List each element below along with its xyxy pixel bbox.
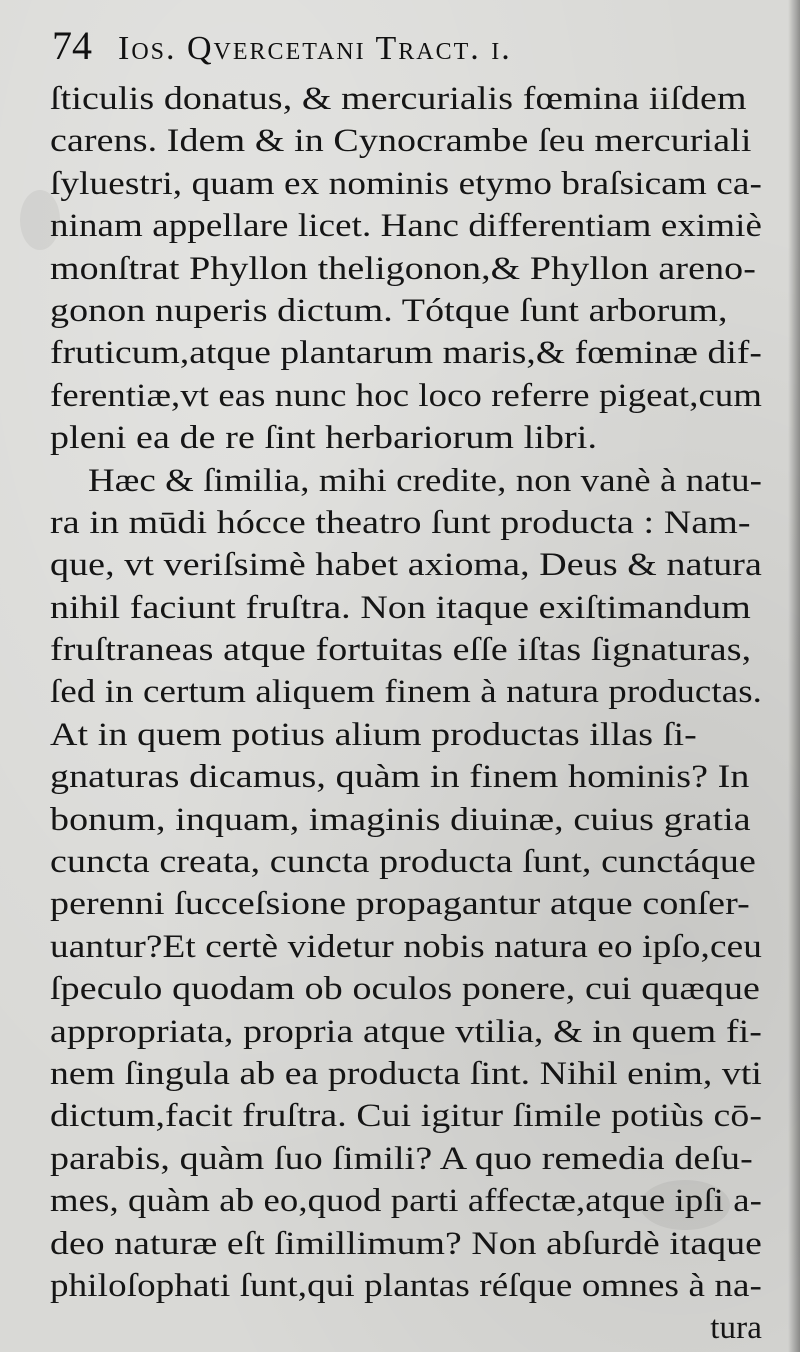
page-number: 74: [52, 23, 92, 68]
text-line: appropriata, propria atque vtilia, & in quem fi-: [50, 1013, 763, 1050]
text-line: uantur?Et certè videtur nobis natura eo ipſo,ceu: [50, 928, 762, 965]
text-line: ſed in certum aliquem finem à natura productas.: [50, 674, 763, 711]
text-line: mes, quàm ab eo,quod parti affectæ,atque ipſi a-: [50, 1183, 762, 1220]
text-line: ſpeculo quodam ob oculos ponere, cui quæque: [50, 971, 761, 1008]
text-line: nem ſingula ab ea producta ſint. Nihil enim, vti: [50, 1055, 762, 1092]
page-header: [52, 22, 752, 72]
text-line: philoſophati ſunt,qui plantas réſque omnes à na-: [50, 1267, 763, 1304]
text-line: parabis, quàm ſuo ſimili? A quo remedia deſu-: [50, 1140, 753, 1177]
paragraph-first-line: Hæc & ſimilia, mihi credite, non vanè à natu-: [88, 462, 763, 499]
text-line: ninam appellare licet. Hanc differentiam eximiè: [50, 208, 762, 245]
body-text: [50, 78, 762, 1350]
text-line: At in quem potius alium productas illas ſi-: [50, 716, 697, 753]
text-line: ſyluestri, quam ex nominis etymo braſsicam ca-: [50, 165, 762, 202]
text-line: monſtrat Phyllon theligonon,& Phyllon areno-: [50, 250, 757, 287]
text-line: fruticum,atque plantarum maris,& fœminæ dif-: [50, 335, 763, 372]
text-line: carens. Idem & in Cynocrambe ſeu mercuriali: [50, 123, 752, 160]
text-line: ferentiæ,vt eas nunc hoc loco referre pigeat,cum: [50, 377, 762, 414]
running-title: Ios. Qvercetani Tract. i.: [118, 30, 512, 67]
catchword: tura: [710, 1310, 762, 1347]
text-line: dictum,facit fruſtra. Cui igitur ſimile potiùs cō-: [50, 1098, 762, 1135]
text-line: pleni ea de re ſint herbariorum libri.: [50, 420, 598, 457]
text-line: perenni ſucceſsione propagantur atque conſer-: [50, 886, 750, 923]
text-line: gnaturas dicamus, quàm in finem hominis? In: [50, 759, 750, 796]
page-gutter-shadow: [788, 0, 800, 1352]
text-line: nihil faciunt fruſtra. Non itaque exiſtimandum: [50, 589, 751, 626]
text-line: bonum, inquam, imaginis diuinæ, cuius gratia: [50, 801, 751, 838]
text-line: gonon nuperis dictum. Tótque ſunt arborum,: [50, 292, 728, 329]
text-line: ſticulis donatus, & mercurialis fœmina iiſdem: [50, 81, 747, 117]
text-line: deo naturæ eſt ſimillimum? Non abſurdè itaque: [50, 1225, 763, 1262]
text-line: cuncta creata, cuncta producta ſunt, cunctáque: [50, 844, 756, 881]
text-line: fruſtraneas atque fortuitas eſſe iſtas ſignaturas,: [50, 632, 752, 669]
text-line: ra in mūdi hócce theatro ſunt producta : Nam-: [50, 504, 751, 541]
text-line: que, vt veriſsimè habet axioma, Deus & natura: [50, 547, 763, 584]
